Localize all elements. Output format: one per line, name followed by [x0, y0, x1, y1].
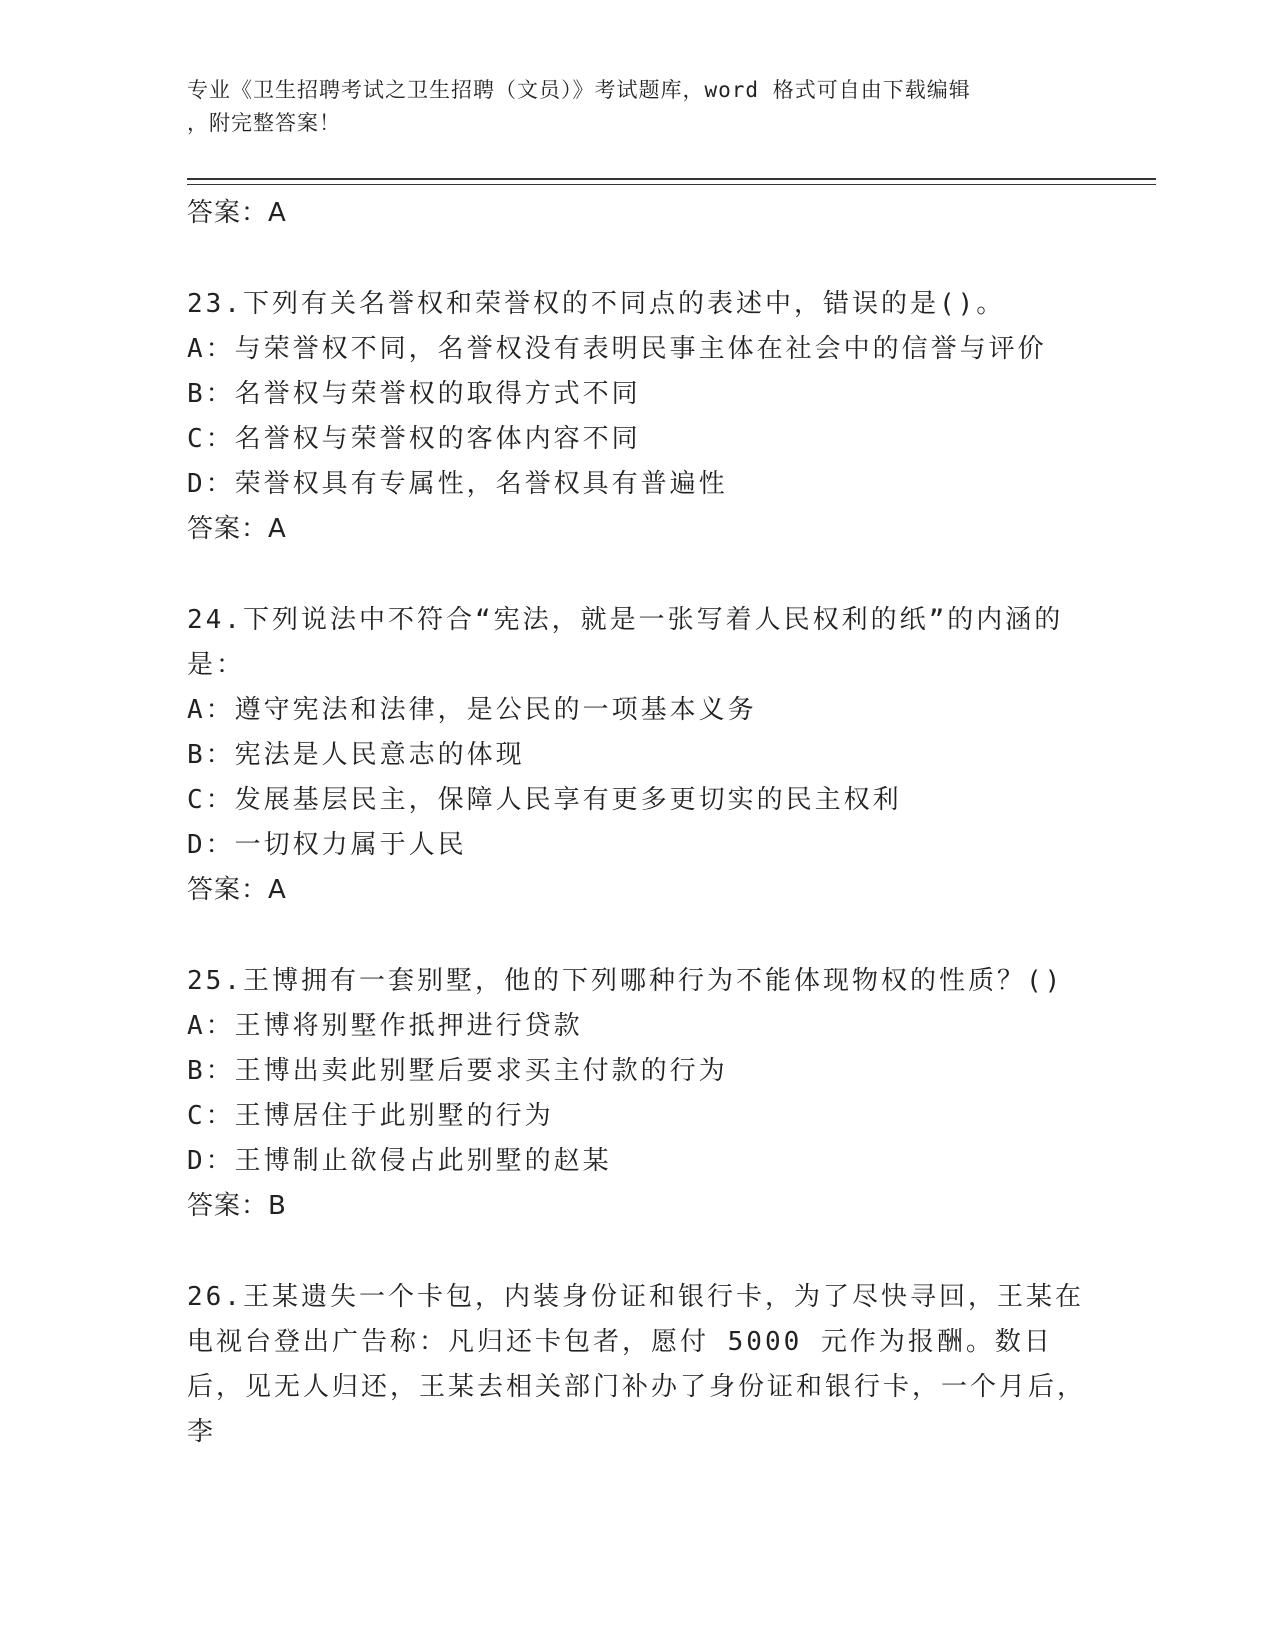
option-a: A：王博将别墅作抵押进行贷款: [187, 1011, 583, 1041]
question-list: [187, 191, 1087, 1455]
option-b: B：宪法是人民意志的体现: [187, 740, 525, 770]
option-c: C：王博居住于此别墅的行为: [187, 1101, 554, 1131]
option-b: B：名誉权与荣誉权的取得方式不同: [187, 379, 641, 409]
question-24: [187, 598, 1087, 913]
answer: 答案：B: [187, 1191, 287, 1221]
page-header: [187, 74, 1067, 140]
header-line-2: ，附完整答案！: [187, 111, 341, 135]
answer: 答案：A: [187, 875, 287, 905]
answer: 答案：A: [187, 514, 287, 544]
option-a: A：遵守宪法和法律，是公民的一项基本义务: [187, 695, 757, 725]
option-d: D：荣誉权具有专属性，名誉权具有普遍性: [187, 469, 728, 499]
question-text: 25.王博拥有一套别墅，他的下列哪种行为不能体现物权的性质？(): [187, 966, 1064, 996]
header-rule-thin: [187, 184, 1156, 185]
question-text: 23.下列有关名誉权和荣誉权的不同点的表述中，错误的是()。: [187, 289, 1006, 319]
question-23: [187, 282, 1087, 552]
question-25: [187, 959, 1087, 1229]
question-text: 24.下列说法中不符合“宪法，就是一张写着人民权利的纸”的内涵的是：: [187, 605, 1064, 680]
option-d: D：一切权力属于人民: [187, 830, 467, 860]
previous-answer: 答案：A: [187, 198, 287, 228]
question-26: [187, 1275, 1087, 1455]
option-c: C：名誉权与荣誉权的客体内容不同: [187, 424, 641, 454]
option-c: C：发展基层民主，保障人民享有更多更切实的民主权利: [187, 785, 902, 815]
question-text: 26.王某遗失一个卡包，内装身份证和银行卡，为了尽快寻回，王某在电视台登出广告称：凡归还卡包者，愿付 5000 元作为报酬。数日后，见无人归还，王某去相关部门补办了身份证和银行卡，一个月后，李: [187, 1282, 1087, 1447]
header-rule-thick: [187, 178, 1156, 180]
option-d: D：王博制止欲侵占此别墅的赵某: [187, 1146, 612, 1176]
option-b: B：王博出卖此别墅后要求买主付款的行为: [187, 1056, 728, 1086]
header-line-1: 专业《卫生招聘考试之卫生招聘（文员）》考试题库，word 格式可自由下载编辑: [187, 78, 971, 102]
option-a: A：与荣誉权不同，名誉权没有表明民事主体在社会中的信誉与评价: [187, 334, 1047, 364]
